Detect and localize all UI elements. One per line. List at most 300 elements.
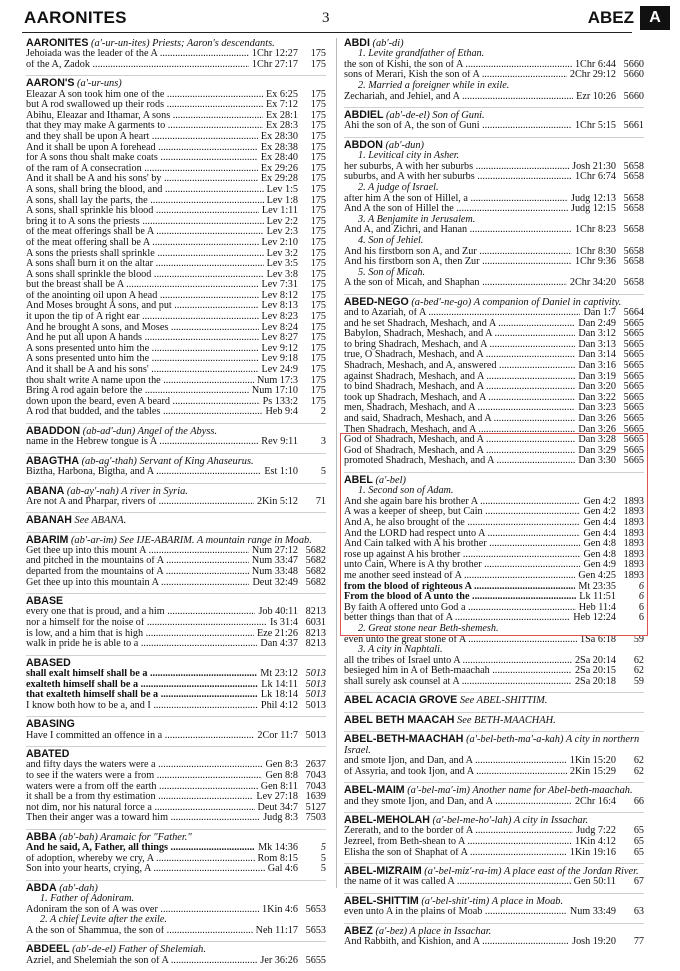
verse-text: against Shadrach, Meshach, and A ..... (344, 372, 575, 383)
verse-text: Son into your hearts, crying, A ..... (26, 864, 265, 875)
verse-reference[interactable]: 1Kin 4:6 (262, 903, 298, 915)
headword: ABEL-MAIM (344, 784, 405, 797)
verse-reference[interactable]: Lev 3:5 (266, 258, 298, 270)
verse-line (26, 771, 326, 782)
headword: ABEL ACACIA GROVE (344, 694, 458, 707)
verse-text: sons of Merari, Kish the son of A ..... (344, 70, 567, 81)
verse-reference[interactable]: Ex 29:26 (260, 162, 298, 174)
concordance-entry (26, 746, 326, 824)
concordance-entry (344, 893, 644, 918)
strongs-number: 5 (320, 852, 326, 864)
verse-reference[interactable]: Gal 4:6 (267, 863, 298, 875)
verse-text: And Moses brought A sons, and put ..... (26, 301, 259, 312)
verse-reference[interactable]: Num 27:12 (251, 544, 298, 556)
verse-line (26, 639, 326, 650)
verse-reference[interactable]: Ex 28:40 (260, 152, 298, 164)
verse-text: of the anointing oil upon A head ..... (26, 291, 259, 302)
concordance-entry (344, 107, 644, 132)
verse-text: of the A, Zadok ..... (26, 60, 249, 71)
verse-reference[interactable]: Lev 27:18 (256, 791, 298, 803)
definition: Father of Shelemiah. (115, 944, 206, 956)
verse-text: Babylon, Shadrach, Meshach, and A ..... (344, 329, 575, 340)
strongs-number: 175 (310, 58, 326, 70)
concordance-entry (26, 829, 326, 875)
verse-reference[interactable]: Judg 7:22 (576, 825, 616, 837)
verse-reference[interactable]: Gen 8:3 (265, 759, 298, 771)
verse-reference[interactable]: Heb 11:4 (578, 601, 616, 613)
verse-text: and to Azariah, of A ..... (344, 308, 580, 319)
definition: Aramaic for "Father." (97, 831, 192, 843)
verse-line (26, 926, 326, 937)
pronunciation: (a'-bel-me-ho'-lah) (429, 815, 512, 827)
strongs-number: 5665 (623, 328, 644, 340)
verse-text: I know both how to be a, and I ..... (26, 701, 258, 712)
header-first-word: AARONITES (24, 8, 127, 27)
verse-reference[interactable]: Rev 9:11 (261, 436, 298, 448)
strongs-number: 175 (310, 183, 326, 195)
verse-reference[interactable]: Gen 8:8 (265, 769, 298, 781)
strongs-number: 175 (310, 236, 326, 248)
verse-text: better things than that of A ..... (344, 613, 570, 624)
strongs-number: 1893 (623, 516, 644, 528)
verse-reference[interactable]: Ex 28:1 (266, 109, 298, 121)
concordance-entry (344, 38, 644, 102)
verse-text: Shadrach, Meshach, and A, answered ..... (344, 361, 575, 372)
verse-text: me another seed instead of A ..... (344, 571, 575, 582)
pronunciation: (ab'-di) (369, 38, 404, 49)
strongs-number: 5653 (305, 924, 326, 936)
strongs-number: 175 (310, 194, 326, 206)
verse-text: Get thee up into this mount A ..... (26, 546, 249, 557)
strongs-number: 7043 (305, 769, 326, 781)
verse-reference[interactable]: Lk 18:14 (260, 689, 298, 701)
verse-reference[interactable]: Gen 4:8 (583, 548, 616, 560)
verse-reference[interactable]: Jer 36:26 (260, 954, 298, 966)
strongs-number: 2637 (305, 759, 326, 771)
pronunciation: (a'-bez) (372, 925, 408, 937)
verse-text: A sons, shall bring the blood, and ..... (26, 185, 264, 196)
verse-text: Zechariah, and Jehiel, and A ..... (344, 92, 573, 103)
verse-line (344, 92, 644, 103)
verse-reference[interactable]: Lk 14:11 (261, 678, 298, 690)
strongs-number: 7043 (305, 780, 326, 792)
strongs-number: 5658 (623, 256, 644, 268)
headword: ABASE (26, 595, 64, 608)
headword: AARONITES (26, 37, 89, 49)
verse-reference[interactable]: 1Sa 6:18 (580, 633, 616, 645)
verse-reference[interactable]: Judg 12:13 (571, 192, 616, 204)
concordance-entry (26, 716, 326, 741)
verse-text: A rod that budded, and the tables ..... (26, 407, 262, 418)
verse-reference[interactable]: Ex 28:38 (260, 141, 298, 153)
verse-reference[interactable]: Dan 3:26 (578, 413, 616, 425)
letter-tab[interactable]: A (640, 6, 670, 30)
strongs-number: 175 (310, 226, 326, 238)
verse-text: A sons, shall sprinkle his blood ..... (26, 206, 259, 217)
strongs-number: 175 (310, 321, 326, 333)
verse-reference[interactable]: Num 33:47 (251, 555, 298, 567)
sense-heading: 3. A city in Naphtali. (358, 644, 443, 656)
strongs-number: 175 (310, 205, 326, 217)
pronunciation: (a'-bel-ma'-im) (404, 785, 470, 797)
strongs-number: 5658 (623, 160, 644, 172)
column-divider (336, 38, 337, 888)
strongs-number: 5665 (623, 455, 644, 467)
verse-reference[interactable]: Rom 8:15 (257, 852, 298, 864)
strongs-number: 175 (310, 109, 326, 121)
verse-text: bring it to A sons the priests ..... (26, 217, 264, 228)
verse-reference[interactable]: Lev 3:8 (266, 268, 298, 280)
verse-reference[interactable]: Ex 28:30 (260, 130, 298, 142)
verse-reference[interactable]: Ex 28:3 (266, 120, 298, 132)
verse-line (26, 497, 326, 508)
strongs-number: 175 (310, 395, 326, 407)
verse-text: and said, Shadrach, Meshach, and A ..... (344, 414, 575, 425)
verse-reference[interactable]: Heb 9:4 (265, 406, 298, 418)
verse-reference[interactable]: Dan 3:12 (578, 328, 616, 340)
verse-reference[interactable]: Dan 3:29 (578, 444, 616, 456)
definition: Another name for Abel-beth-maachah. (469, 785, 633, 797)
verse-reference[interactable]: Gen 8:11 (260, 780, 298, 792)
verse-line (26, 956, 326, 967)
verse-text: Then their anger was a toward him ..... (26, 813, 260, 824)
verse-text: and pitched in the mountains of A ..... (26, 556, 249, 567)
left-column (26, 38, 326, 971)
verse-text: Biztha, Harbona, Bigtha, and A ..... (26, 467, 261, 478)
strongs-number: 175 (310, 215, 326, 227)
verse-reference[interactable]: Lev 8:12 (261, 289, 298, 301)
strongs-number: 5661 (623, 120, 644, 132)
verse-reference[interactable]: Ex 6:25 (266, 88, 298, 100)
strongs-number: 1893 (623, 538, 644, 550)
verse-reference[interactable]: Lev 9:18 (261, 353, 298, 365)
verse-reference[interactable]: Dan 3:16 (578, 360, 616, 372)
verse-reference[interactable]: Dan 4:37 (260, 638, 298, 650)
verse-line (26, 467, 326, 478)
strongs-number: 7503 (305, 812, 326, 824)
verse-reference[interactable]: Num 17:3 (256, 374, 298, 386)
strongs-number: 1893 (623, 495, 644, 507)
sense-heading: 2. Married a foreigner while in exile. (358, 79, 510, 91)
sense-heading: 1. Father of Adoniram. (40, 893, 135, 905)
strongs-number: 65 (633, 825, 644, 837)
verse-reference[interactable]: 1Chr 27:17 (251, 58, 298, 70)
definition: A river in Syria. (118, 485, 188, 497)
strongs-number: 5013 (305, 667, 326, 679)
verse-reference[interactable]: Neh 11:17 (255, 924, 298, 936)
strongs-number: 62 (633, 755, 644, 767)
verse-text: took up Shadrach, Meshach, and A ..... (344, 393, 575, 404)
strongs-number: 66 (633, 795, 644, 807)
strongs-number: 6031 (305, 616, 326, 628)
verse-text: A sons shall sprinkle the blood ..... (26, 270, 264, 281)
verse-reference[interactable]: Lev 1:11 (261, 205, 298, 217)
strongs-number: 59 (633, 675, 644, 687)
pronunciation: (a'-bel-miz'-ra-im) (421, 866, 502, 878)
verse-text: to bind Shadrach, Meshach, and A ..... (344, 382, 575, 393)
verse-reference[interactable]: Lev 9:12 (261, 342, 298, 354)
headword: ABEL-SHITTIM (344, 895, 419, 908)
strongs-number: 175 (310, 364, 326, 376)
definition: Priests; Aaron's descendants. (149, 38, 275, 49)
verse-reference[interactable]: Lev 8:23 (261, 311, 298, 323)
verse-reference[interactable]: Dan 3:14 (578, 349, 616, 361)
concordance-entry (344, 812, 644, 858)
headword: ABDON (344, 138, 383, 151)
entry-headword-line (26, 78, 326, 89)
verse-text: even unto the great stone of A ..... (344, 635, 577, 646)
strongs-number: 5665 (623, 360, 644, 372)
verse-reference[interactable]: Mt 23:35 (578, 580, 616, 592)
verse-text: And she again bare his brother A ..... (344, 497, 580, 508)
verse-text: the name of it was called A ..... (344, 877, 571, 888)
verse-text: Are not A and Pharpar, rivers of ..... (26, 497, 254, 508)
verse-reference[interactable]: Gen 4:2 (583, 506, 616, 518)
concordance-entry (344, 731, 644, 778)
verse-reference[interactable]: Judg 12:15 (571, 203, 616, 215)
verse-reference[interactable]: Deut 32:49 (252, 576, 298, 588)
headword: ABAGTHA (26, 454, 79, 467)
strongs-number: 1893 (623, 527, 644, 539)
strongs-number: 5 (320, 863, 326, 875)
verse-line (344, 121, 644, 132)
strongs-number: 1893 (623, 506, 644, 518)
verse-reference[interactable]: Mt 23:12 (260, 667, 298, 679)
verse-text: unto Cain, Where is A thy brother ..... (344, 560, 580, 571)
verse-reference[interactable]: Gen 4:4 (583, 516, 616, 528)
verse-reference[interactable]: Lev 2:10 (261, 236, 298, 248)
verse-text: Get thee up into this mountain A ..... (26, 578, 249, 589)
verse-line (26, 185, 326, 196)
verse-reference[interactable]: 2Chr 16:4 (574, 795, 616, 807)
verse-reference[interactable]: Gen 4:4 (583, 527, 616, 539)
verse-line (344, 767, 644, 778)
strongs-number: 5660 (623, 58, 644, 70)
headword: ABARIM (26, 533, 69, 546)
verse-text: And A, and Zichri, and Hanan ..... (344, 225, 572, 236)
strongs-number: 175 (310, 152, 326, 164)
strongs-number: 5682 (305, 555, 326, 567)
verse-text: exalteth himself shall be a ..... (26, 680, 258, 691)
verse-reference[interactable]: Lev 2:2 (266, 215, 298, 227)
verse-text: and fifty days the waters were a ..... (26, 760, 262, 771)
verse-reference[interactable]: Lev 1:8 (266, 194, 298, 206)
verse-reference[interactable]: 1Chr 9:36 (574, 256, 616, 268)
verse-reference[interactable]: Judg 8:3 (263, 812, 298, 824)
verse-reference[interactable]: Lev 2:3 (266, 226, 298, 238)
verse-reference[interactable]: Gen 4:8 (583, 538, 616, 550)
strongs-number: 5013 (305, 689, 326, 701)
verse-reference[interactable]: Ex 7:12 (266, 99, 298, 111)
entry-headword-line (344, 734, 644, 756)
verse-text: all the tribes of Israel unto A ..... (344, 656, 572, 667)
verse-reference[interactable]: Dan 3:13 (578, 338, 616, 350)
pronunciation: (ab'-dah) (56, 882, 98, 894)
verse-reference[interactable]: Eze 21:26 (256, 627, 298, 639)
verse-text: And Cain talked with A his brother ..... (344, 539, 580, 550)
headword: ABEL-MEHOLAH (344, 814, 430, 827)
verse-reference[interactable]: Gen 4:9 (583, 559, 616, 571)
strongs-number: 175 (310, 48, 326, 60)
definition: See BETH-MAACHAH. (454, 714, 556, 726)
strongs-number: 62 (633, 654, 644, 666)
strongs-number: 1893 (623, 559, 644, 571)
sense-heading: 3. A Benjamite in Jerusalem. (358, 213, 476, 225)
pronunciation: (a'-ur-uns) (74, 78, 122, 90)
headword: ABEZ (344, 924, 373, 937)
verse-reference[interactable]: 1Kin 4:12 (574, 836, 616, 848)
verse-reference[interactable]: 1Chr 6:74 (574, 171, 616, 183)
strongs-number: 5653 (305, 903, 326, 915)
strongs-number: 5665 (623, 338, 644, 350)
verse-reference[interactable]: 2Chr 34:20 (569, 277, 616, 289)
verse-reference[interactable]: Job 40:11 (258, 606, 298, 618)
verse-text: for A sons thou shalt make coats ..... (26, 153, 258, 164)
strongs-number: 5658 (623, 171, 644, 183)
headword: ABEL (344, 474, 373, 486)
verse-reference[interactable]: Lev 3:2 (266, 247, 298, 259)
verse-reference[interactable]: 1Chr 8:23 (574, 224, 616, 236)
verse-reference[interactable]: Gen 50:11 (573, 876, 616, 888)
strongs-number: 175 (310, 162, 326, 174)
verse-reference[interactable]: Gen 4:2 (583, 495, 616, 507)
strongs-number: 5658 (623, 277, 644, 289)
verse-reference[interactable]: Ezr 10:26 (576, 90, 616, 102)
verse-reference[interactable]: 1Chr 12:27 (251, 48, 298, 60)
strongs-number: 5665 (623, 444, 644, 456)
strongs-number: 63 (633, 906, 644, 918)
verse-reference[interactable]: Dan 3:20 (578, 381, 616, 393)
strongs-number: 62 (633, 665, 644, 677)
verse-text: of the meat offering shall be A ..... (26, 238, 259, 249)
concordance-entry (26, 880, 326, 937)
verse-text: thou shalt write A name upon the ..... (26, 376, 254, 387)
verse-reference[interactable]: Num 17:10 (251, 385, 298, 397)
verse-reference[interactable]: Heb 12:24 (573, 612, 616, 624)
strongs-number: 71 (315, 495, 326, 507)
verse-reference[interactable]: Mk 14:36 (258, 842, 298, 854)
pronunciation: (a'-bel-beth-ma'-a-kah) (463, 733, 564, 745)
verse-text: Jezreel, from Beth-shean to A ..... (344, 837, 572, 848)
verse-reference[interactable]: Lev 7:31 (261, 279, 298, 291)
verse-text: A sons presented unto him the ..... (26, 344, 259, 355)
verse-reference[interactable]: Josh 21:30 (572, 160, 616, 172)
verse-text: And Rabbith, and Kishion, and A ..... (344, 937, 569, 948)
verse-reference[interactable]: Is 31:4 (269, 616, 298, 628)
verse-text: besieged him in A of Beth-maachah ..... (344, 666, 572, 677)
header-rule (22, 32, 632, 33)
verse-reference[interactable]: 2Chr 29:12 (569, 69, 616, 81)
verse-reference[interactable]: 1Chr 6:44 (574, 58, 616, 70)
verse-reference[interactable]: Ps 133:2 (262, 395, 298, 407)
verse-line (26, 731, 326, 742)
verse-reference[interactable]: 2Kin 15:29 (569, 765, 616, 777)
headword: ABBA (26, 830, 57, 843)
strongs-number: 175 (310, 342, 326, 354)
pronunciation: (a'-ur-un-ites) (88, 38, 150, 49)
entry-headword-line (344, 695, 644, 706)
verse-line (26, 669, 326, 680)
verse-reference[interactable]: 1Chr 8:30 (574, 245, 616, 257)
concordance-entry (26, 532, 326, 589)
verse-reference[interactable]: Deut 34:7 (257, 801, 298, 813)
verse-reference[interactable]: Num 33:49 (569, 906, 616, 918)
highlight-box-abel (340, 433, 648, 636)
verse-reference[interactable]: Lev 8:27 (261, 332, 298, 344)
verse-reference[interactable]: Est 1:10 (264, 466, 298, 477)
verse-text: and he set Shadrach, Meshach, and A ..... (344, 319, 575, 330)
verse-reference[interactable]: Phil 4:12 (260, 699, 298, 711)
verse-reference[interactable]: Ex 29:28 (260, 173, 298, 185)
verse-reference[interactable]: 2Kin 5:12 (256, 495, 298, 507)
verse-reference[interactable]: Dan 3:26 (578, 423, 616, 435)
verse-reference[interactable]: 1Chr 5:15 (574, 120, 616, 132)
entry-headword-line (344, 926, 644, 937)
verse-reference[interactable]: Josh 19:20 (572, 936, 616, 948)
concordance-entry (26, 483, 326, 508)
concordance-entry (26, 593, 326, 650)
verse-reference[interactable]: Lev 1:5 (266, 183, 298, 195)
strongs-number: 5660 (623, 69, 644, 81)
verse-reference[interactable]: 1Kin 19:16 (569, 846, 616, 858)
strongs-number: 1893 (623, 569, 644, 581)
verse-text: A the son of Micah, and Shaphan ..... (344, 278, 567, 289)
definition: Son of Guni. (429, 110, 485, 122)
verse-reference[interactable]: Dan 2:49 (578, 317, 616, 329)
verse-text: every one that is proud, and a him ..... (26, 607, 255, 618)
verse-reference[interactable]: 1Kin 15:20 (569, 755, 616, 767)
sense-heading: 1. Levite grandfather of Ethan. (358, 48, 485, 60)
verse-reference[interactable]: Gen 4:25 (578, 569, 616, 581)
verse-reference[interactable]: Num 33:48 (251, 565, 298, 577)
strongs-number: 5665 (623, 402, 644, 414)
verse-reference[interactable]: Dan 3:30 (578, 455, 616, 467)
verse-reference[interactable]: Lev 24:9 (261, 364, 298, 376)
strongs-number: 3 (320, 436, 326, 448)
verse-reference[interactable]: Dan 1:7 (583, 307, 616, 319)
verse-text: is low, and a him that is high ..... (26, 629, 254, 640)
verse-reference[interactable]: 2Sa 20:14 (574, 654, 616, 666)
strongs-number: 175 (310, 130, 326, 142)
verse-text: Have I committed an offence in a ..... (26, 731, 254, 742)
verse-text: men, Shadrach, Meshach, and A ..... (344, 403, 575, 414)
verse-reference[interactable]: Lev 8:13 (261, 300, 298, 312)
verse-text: not dim, nor his natural force a ..... (26, 803, 255, 814)
verse-reference[interactable]: Lk 11:51 (579, 591, 616, 603)
verse-reference[interactable]: 2Sa 20:15 (574, 665, 616, 677)
verse-text: that they may make A garments to ..... (26, 121, 263, 132)
verse-text: Then Shadrach, Meshach, and A ..... (344, 425, 575, 436)
concordance-entry (344, 137, 644, 289)
verse-text: and smote Ijon, and Dan, and A ..... (344, 756, 567, 767)
verse-text: A sons the priests shall sprinkle ..... (26, 249, 264, 260)
strongs-number: 67 (633, 876, 644, 888)
verse-reference[interactable]: Lev 8:24 (261, 321, 298, 333)
verse-text: Bring A rod again before the ..... (26, 386, 249, 397)
strongs-number: 175 (310, 173, 326, 185)
verse-reference[interactable]: Dan 3:23 (578, 402, 616, 414)
verse-reference[interactable]: 2Cor 11:7 (257, 729, 298, 741)
headword: ABDA (26, 881, 57, 894)
definition: A place east of the Jordan River. (501, 866, 639, 878)
verse-reference[interactable]: Dan 3:22 (578, 391, 616, 403)
strongs-number: 5 (320, 842, 326, 854)
verse-line (26, 60, 326, 71)
verse-reference[interactable]: 2Sa 20:18 (574, 675, 616, 687)
verse-reference[interactable]: Dan 3:28 (578, 434, 616, 446)
verse-reference[interactable]: Dan 3:19 (578, 370, 616, 382)
concordance-entry (26, 655, 326, 712)
